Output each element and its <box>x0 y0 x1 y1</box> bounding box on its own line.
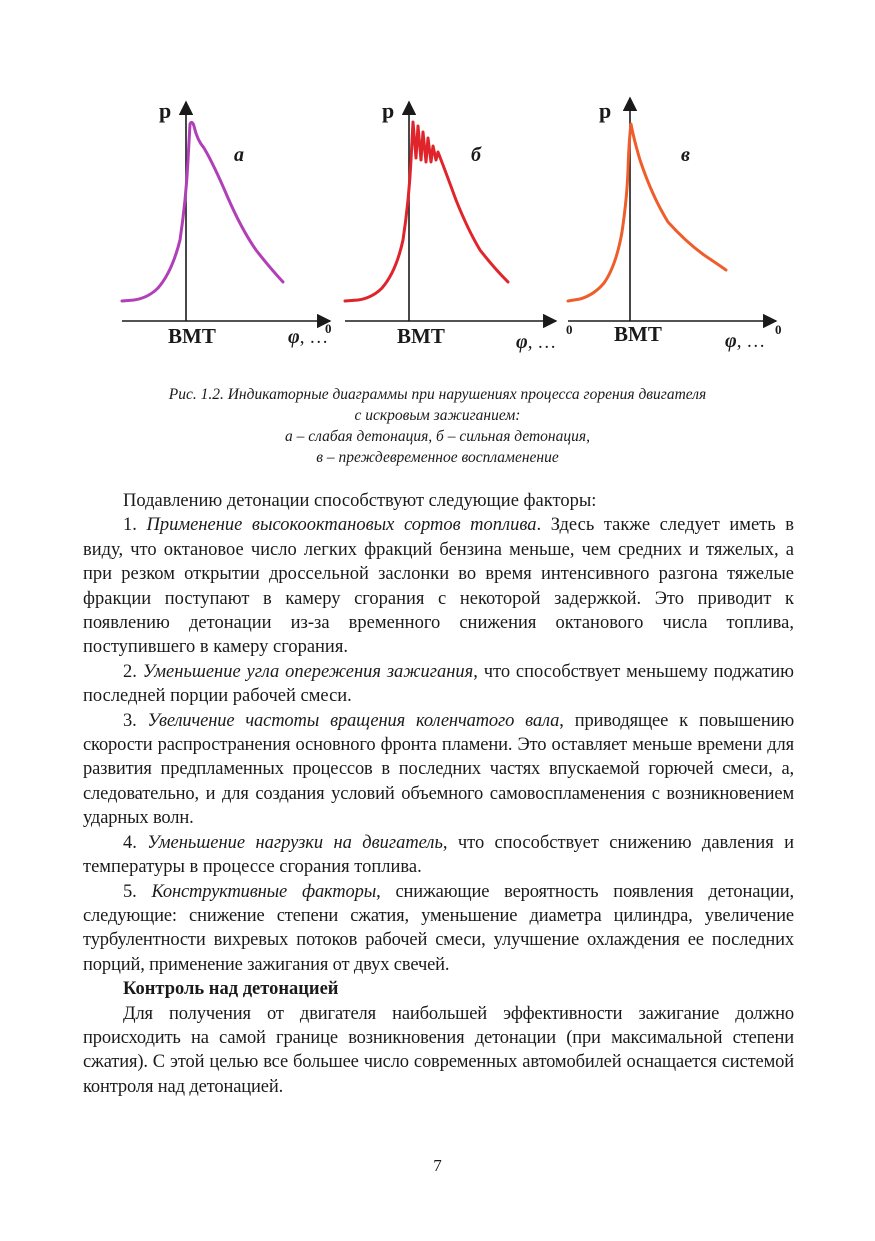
factor-description: . Здесь также следует иметь в виду, что октановое число легких фракций бензина меньше, чем средних и тяжелых, а при резком открытии дроссельной заслонки во время интенсивного разгона тяжелые фракции поступают в камеру сгорания с некоторой задержкой. Это приводит к появлению детонации из-за временного снижения октанового числа топлива, поступившего в камеру сгорания. <box>83 515 795 658</box>
y-axis-label: p <box>159 98 172 123</box>
factor-number: 1. <box>123 515 147 536</box>
caption-line: в – преждевременное воспламенение <box>316 449 559 466</box>
factor-paragraph-1 <box>83 513 794 659</box>
intro-paragraph: Подавлению детонации способствуют следующие факторы: <box>123 491 597 511</box>
factor-number: 2. <box>123 661 143 682</box>
x-axis-superscript: 0 <box>566 322 573 337</box>
panel-letter: а <box>234 144 244 166</box>
factor-paragraph-4 <box>83 831 794 880</box>
factor-title: Уменьшение нагрузки на двигатель <box>147 832 443 853</box>
factor-title: Конструктивные факторы <box>151 881 377 902</box>
factor-description: , приводящее к повышению скорости распространения основного фронта пламени. Это оставляет меньше времени для развития предпламенных процессов в последних частях впускаемой горючей смеси, а, следовательно, и для создания условий объемного самовоспламенения с возникновением ударных волн. <box>83 710 794 829</box>
factor-title: Уменьшение угла опережения зажигания <box>142 661 474 682</box>
diagram-panel-b <box>345 98 573 353</box>
panel-letter: б <box>471 144 481 166</box>
pressure-curve-c <box>568 124 726 301</box>
factor-paragraph-3 <box>83 709 794 831</box>
tdc-label: ВМТ <box>168 324 216 348</box>
factor-paragraph-5 <box>83 880 794 978</box>
factor-description: , что способствует снижению давления и температуры в процессе сгорания топлива. <box>83 832 795 878</box>
caption-line: с искровым зажиганием: <box>354 407 521 424</box>
factor-title: Применение высокооктановых сортов топлива <box>146 515 537 536</box>
factor-paragraph-2 <box>83 660 794 709</box>
factor-number: 3. <box>123 710 148 731</box>
panel-letter: в <box>681 144 690 166</box>
diagram-panel-c <box>568 98 782 352</box>
indicator-diagrams-figure <box>0 0 875 380</box>
section-heading: Контроль над детонацией <box>123 979 339 1000</box>
factor-description: , что способствует меньшему поджатию последней порции рабочей смеси. <box>83 661 794 707</box>
diagram-panel-a <box>122 98 332 348</box>
final-paragraph: Для получения от двигателя наибольшей эффективности зажигание должно происходить на самой границе возникновения детонации (при максимальной степени сжатия). С этой целью все большее число современных автомобилей оснащается системой контроля над детонацией. <box>83 1003 794 1097</box>
x-axis-label: φ, … <box>725 330 766 352</box>
page-number: 7 <box>433 1156 442 1175</box>
factor-number: 5. <box>123 881 152 902</box>
factor-title: Увеличение частоты вращения коленчатого вала <box>147 710 560 731</box>
x-axis-superscript: 0 <box>775 322 782 337</box>
x-axis-label: φ, … <box>288 326 329 348</box>
body-text <box>83 489 794 1099</box>
caption-line: Рис. 1.2. Индикаторные диаграммы при нарушениях процесса горения двигателя <box>168 386 707 403</box>
x-axis-superscript: 0 <box>325 321 332 336</box>
tdc-label: ВМТ <box>397 324 445 348</box>
y-axis-label: p <box>382 98 395 123</box>
caption-line: а – слабая детонация, б – сильная детонация, <box>285 428 590 445</box>
pressure-curve-a <box>122 122 283 301</box>
x-axis-label: φ, … <box>516 331 557 353</box>
tdc-label: ВМТ <box>614 322 662 346</box>
figure-caption <box>100 384 775 468</box>
factor-description: , снижающие вероятность появления детонации, следующие: снижение степени сжатия, уменьшение диаметра цилиндра, увеличение турбулентности вихревых потоков рабочей смеси, улучшение охлаждения ее последних порций, применение зажигания от двух свечей. <box>83 881 794 975</box>
y-axis-label: p <box>599 98 612 123</box>
pressure-curve-b <box>345 122 508 301</box>
factor-number: 4. <box>123 832 148 853</box>
